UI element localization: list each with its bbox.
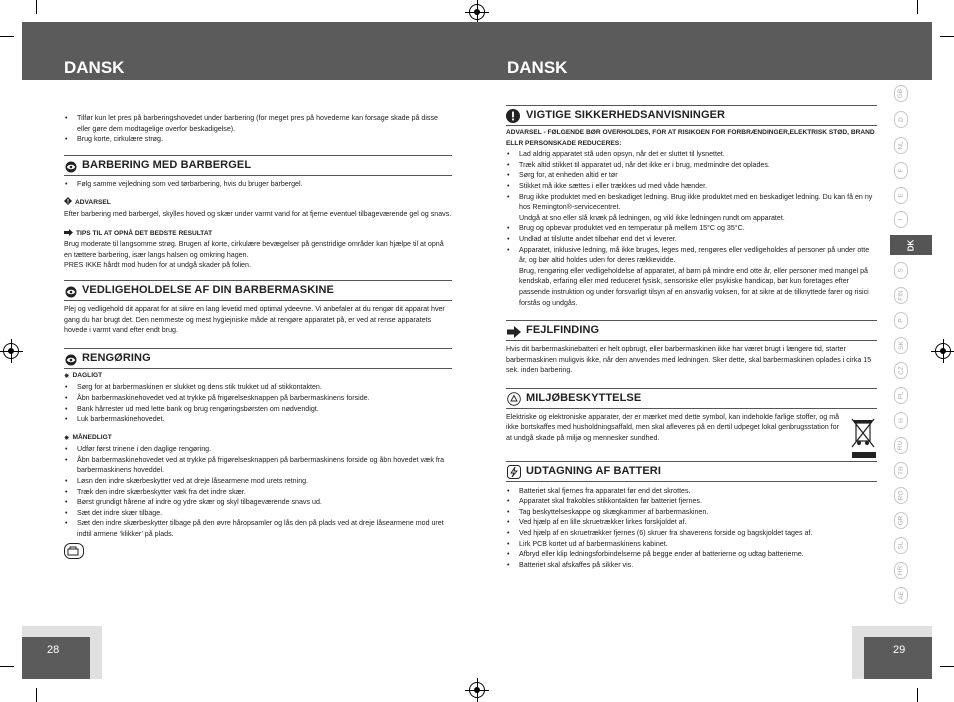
tab-fin[interactable]: FIN — [894, 287, 908, 304]
registration-mark — [469, 682, 485, 698]
list-item: • Sæt det indre skær tilbage. — [64, 508, 452, 519]
crop-mark — [0, 36, 14, 37]
list-item: • Brug og opbevar produktet ved en temperatur på mellem 15°C og 35°C. — [506, 223, 877, 234]
tips-text-2: PRES IKKE hårdt mod huden for at undgå skader på folien. — [64, 261, 251, 270]
list-item: • Børst grundigt hårene af indre og ydre skær og skyl tilbageværende snavs ud. — [64, 497, 452, 508]
list-item: • Undlad at tilslutte andet tilbehør end det vi leverer. — [506, 234, 877, 245]
list-item: • Tag beskyttelseskappe og skægkammer af barbermaskinen. — [506, 507, 877, 518]
tab-tr[interactable]: TR — [894, 462, 908, 479]
page-number-left-box — [22, 637, 90, 679]
tab-ru[interactable]: RU — [894, 437, 908, 454]
tab-s[interactable]: S — [894, 262, 908, 279]
tab-d[interactable]: D — [894, 111, 908, 128]
tab-h[interactable]: H — [894, 412, 908, 429]
warning-heading: ADVARSEL — [64, 197, 452, 209]
section-text: Hvis dit barbermaskinebatteri er helt opbrugt, eller barbermaskinen ikke har været brugt i længere tid, starter barbermaskinen muligvis ikke, når den anvendes med ledningen. Sker dette, skal barbermaskinen oplades i cirka 15 sek. inden barbering. — [506, 345, 872, 375]
tab-ro[interactable]: RO — [894, 487, 908, 504]
crop-mark — [36, 688, 37, 702]
list-item: • Træk den indre skærbeskytter væk fra det indre skær. — [64, 487, 452, 498]
list-item: • Sæt den indre skærbeskytter tilbage på den øvre håropsamler og lås den på plads ved at dreje låsearmene mod uret indtil armene ‘klikker’ på plads. — [64, 518, 452, 539]
crop-mark — [917, 0, 918, 14]
section-title: VEDLIGEHOLDELSE AF DIN BARBERMASKINE — [82, 283, 334, 296]
list-item: • Batteriet skal fjernes fra apparatet før end det skrottes. — [506, 486, 877, 497]
section-text: Plej og vedligehold dit apparat for at sikre en lang levetid med optimal ydeevne. Vi anbefaler at du rengør dit apparat hver gang du har brugt det. Den nemmeste og mest hygiejniske måde at rengøre apparatet på, er ved at rense apparatets hovede i varmt vand efter endt brug. — [64, 304, 445, 335]
tab-pl[interactable]: PL — [894, 387, 908, 404]
arrow-right-icon — [507, 326, 521, 338]
page-number-right-box — [864, 637, 932, 679]
list-item: • Luk barbermaskinehovedet. — [64, 414, 452, 425]
list-item: • Tilfør kun let pres på barberingshovedet under barbering (for meget pres på hovederne kan forsage skade på disse eller gøre dem modtagelige overfor beskadigelse). — [64, 113, 452, 134]
list-item: • Lad aldrig apparatet stå uden opsyn, når det er sluttet til lysnettet. — [506, 149, 877, 160]
registration-mark — [3, 343, 19, 359]
header-title-left: DANSK — [64, 58, 125, 77]
warning-text: ADVARSEL - FØLGENDE BØR OVERHOLDES, FOR AT RISIKOEN FOR FORBRÆNDINGER,ELEKTRISK STØD, BRAND ELLR PERSONSKADE REDUCERES: — [506, 129, 875, 147]
section-header — [506, 388, 877, 408]
page-number: 28 — [47, 644, 60, 656]
sun-icon: ✷ — [64, 372, 70, 380]
list-item: • Apparatet skal frakobles stikkontakten før batteriet fjernes. — [506, 496, 877, 507]
list-item: • Udfør først trinene i den daglige rengøring. — [64, 444, 452, 455]
tab-cz[interactable]: CZ — [894, 362, 908, 379]
list-item: • Afbryd eller klip ledningsforbindelserne på begge ender af batterierne og udtag batterierne. — [506, 549, 877, 560]
list-item: • Løsn den indre skærbeskytter ved at dreje låsearmene mod urets retning. — [64, 476, 452, 487]
tab-f[interactable]: F — [894, 162, 908, 179]
tab-i[interactable]: I — [894, 211, 908, 228]
warning-icon — [64, 197, 72, 205]
tab-e[interactable]: E — [894, 187, 908, 204]
section-header — [64, 280, 452, 300]
weee-bin-icon — [851, 415, 877, 459]
section-title: BARBERING MED BARBERGEL — [82, 158, 252, 171]
list-item: • Træk altid stikket til apparatet ud, når det ikke er i brug, medmindre det oplades. — [506, 160, 877, 171]
tab-nl[interactable]: NL — [894, 137, 908, 154]
exclamation-icon — [506, 109, 520, 123]
section-title: MILJØBESKYTTELSE — [526, 391, 642, 404]
list-item: • Sørg for at barbermaskinen er slukket og dens stik trukket ud af stikkontakten. — [64, 382, 452, 393]
crop-mark — [940, 666, 954, 667]
tab-sl[interactable]: SL — [894, 537, 908, 554]
list-item: • Bank hårrester ud med lette bank og brug rengøringsbørsten om nødvendigt. — [64, 404, 452, 415]
list-item: • Åbn barbermaskinehovedet ved at trykke på frigørelsesknappen på barbermaskinens forside. — [64, 393, 452, 404]
tab-dk[interactable]: DK — [890, 235, 932, 255]
list-item: • Brug korte, cirkulære strøg. — [64, 134, 452, 145]
registration-mark — [935, 343, 951, 359]
list-item: • Følg samme vejledning som ved tørbarbering, hvis du bruger barbergel. — [64, 179, 452, 190]
recycle-icon — [507, 392, 521, 406]
language-tabs — [894, 80, 916, 610]
monthly-heading: ✷ MÅNEDLIGT — [64, 433, 452, 445]
tab-gb[interactable]: GB — [894, 85, 908, 102]
shaver-eye-icon — [65, 354, 77, 366]
arrow-right-icon — [64, 229, 73, 236]
crop-mark — [917, 688, 918, 702]
section-header — [64, 348, 452, 368]
list-item: • Ved hjælp af en skruetrækker fjernes (6) skruer fra shaverens forside og bagskjoldet tages af. — [506, 528, 877, 539]
registration-mark — [469, 4, 485, 20]
section-header — [506, 105, 877, 125]
crop-mark — [36, 0, 37, 14]
shaver-eye-icon — [65, 161, 77, 173]
tab-sk[interactable]: SK — [894, 337, 908, 354]
shaver-eye-icon — [65, 286, 77, 298]
page-number: 29 — [893, 644, 906, 656]
list-item: • Brug ikke produktet med en beskadiget ledning. Brug ikke produktet med en beskadiget ledning. Du kan få en ny hos Remington®-servicecentret. Undgå at sno eller slå knæk på ledningen, og vikl ikke ledningen rundt om apparatet. — [506, 192, 877, 224]
sun-icon: ✷ — [64, 434, 70, 442]
tips-heading: TIPS TIL AT OPNÅ DET BEDSTE RESULTAT — [64, 229, 452, 240]
tab-p[interactable]: P — [894, 312, 908, 329]
section-header — [64, 155, 452, 175]
tips-text: Brug moderate til langsomme strøg. Brugen af korte, cirkulære bevægelser på genstridige områder kan hjælpe til at opnå en tættere barbering, især langs halsen og omkring hagen. — [64, 240, 444, 259]
header-title-right: DANSK — [507, 58, 568, 77]
battery-icon — [507, 465, 521, 479]
section-title: VIGTIGE SIKKERHEDSANVISNINGER — [526, 109, 726, 121]
section-header — [506, 461, 877, 481]
crop-mark — [940, 36, 954, 37]
list-item: • Lirk PCB kortet ud af barbermaskinens kabinet. — [506, 539, 877, 550]
list-item: • Apparatet, inklusive ledning, må ikke bruges, leges med, rengøres eller vedligeholdes af personer på under otte år, og bør altid holdes uden for deres rækkevidde. Brug, rengøring eller vedligeholdelse af apparatet, af børn på mindre end otte år, eller personer med mangel på kendskab, erfaring eller med reduceret fysisk, sensoriske eller psykiske handicap, bør kun foretages efter passende instruktion og under forsvarligt tilsyn af en ansvarlig voksen, for at sikre at de tilknyttede farer og risici forstås og undgås. — [506, 245, 877, 309]
section-title: FEJLFINDING — [526, 324, 600, 337]
tab-ae[interactable]: AE — [894, 587, 908, 604]
list-item: • Stikket må ikke sættes i eller trækkes ud med våde hænder. — [506, 181, 877, 192]
list-item: • Ved hjælp af en lille skruetrækker lirkes forskjoldet af. — [506, 517, 877, 528]
section-title: RENGØRING — [82, 351, 151, 364]
section-title: UDTAGNING AF BATTERI — [526, 464, 662, 477]
tab-hr[interactable]: HR — [894, 562, 908, 579]
list-item: • Åbn barbermaskinehovedet ved at trykke på frigørelsesknappen på barbermaskinens forside og åbn hovedet væk fra barbermaskinens hoveddel. — [64, 455, 452, 476]
section-text: Elektriske og elektroniske apparater, der er mærket med dette symbol, kan indeholde farlige stoffer, og må ikke bortskaffes med husholdningsaffald, men skal afleveres på en dertil udpeget lokal genbrugsstation for at undgå skade på miljø og mennesker sundhed. — [506, 412, 840, 443]
crop-mark — [0, 666, 14, 667]
section-header — [506, 320, 877, 340]
list-item: • Sørg for, at enheden altid er tør — [506, 170, 877, 181]
warning-text: Efter barbering med barbergel, skylles hoved og skær under varmt vand for at fjerne eventuel tilbageværende gel og snavs. — [64, 209, 452, 218]
daily-heading: ✷ DAGLIGT — [64, 371, 452, 383]
left-column — [64, 113, 452, 562]
rinse-icon — [64, 543, 84, 559]
right-column — [506, 105, 877, 570]
list-item: • Batteriet skal afskaffes på sikker vis. — [506, 560, 877, 571]
tab-gr[interactable]: GR — [894, 512, 908, 529]
